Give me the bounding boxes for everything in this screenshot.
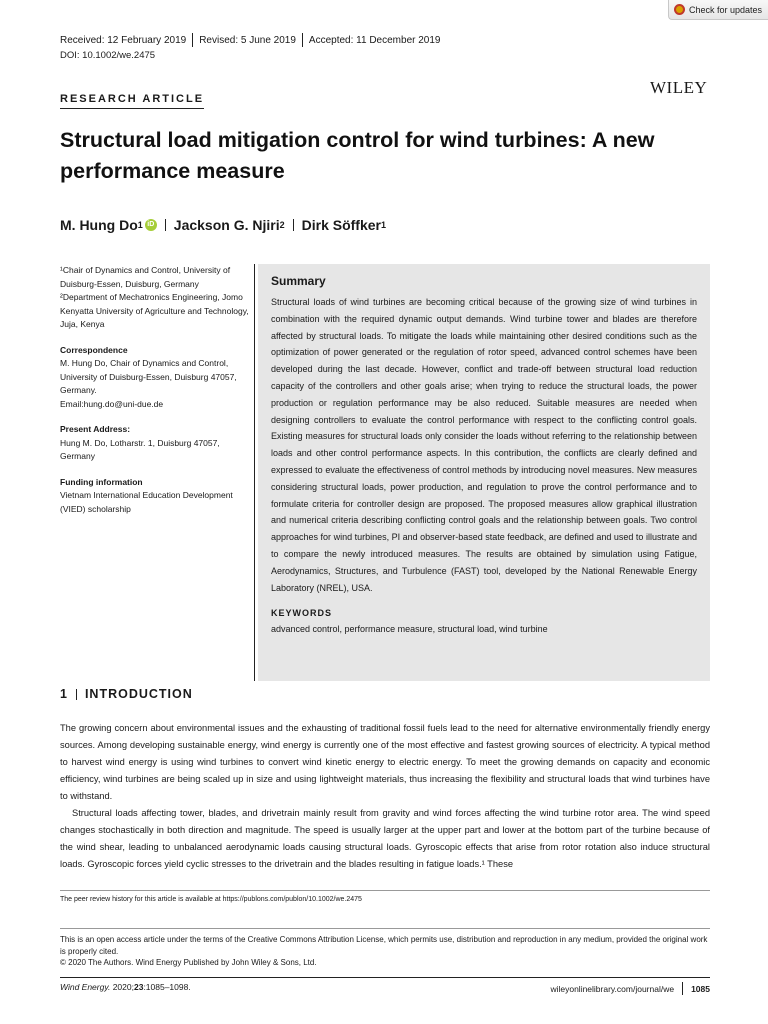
column-divider [254,264,255,681]
footer-right [550,982,710,995]
divider [293,219,294,231]
affiliations [60,264,250,332]
license-note [60,934,710,969]
abstract-text: Structural loads of wind turbines are becoming critical because of the growing size of wind turbines in combination with the required dynamic output demands. Wind turbine tower and blades are therefore affected by structural loads. To mitigate the loads while maintaining other desired conditions such as the optimization of power generated or the regulation of rotor speed, advanced control schemes have been developed during the last decade. However, conflict and trade-off between structural load reduction capacity of the controllers and other goals arise; when trying to reduce the structural loads, the power production or regulation performance may be also reduced. Suitable measures are needed when designing controllers to evaluate the control performance with respect to the conflicting control goals. Existing measures for structural loads only consider the loads without referring to the relationship between loads and other control performance aspects. In this contribution, the conflicts are clearly defined and expressed to evaluate the effectiveness of control methods by introducing novel measures. New measures considering structural loads, power production, and regulation to prove the control performance and to formulate criteria for controller design are proposed. The proposed measures allow graphical illustration and numerical criteria describing conflicting control goals and the relationship between goals. Two control approaches for wind turbines, PI and observer-based state feedback, are defined and used to illustrate and to compare the newly introduced measures. The results are obtained by simulation using Fatigue, Aerodynamics, Structures, and Turbulence (FAST) tool, developed by the National Renewable Energy Laboratory (NREL), USA. [271,297,697,593]
footer-rule [60,977,710,978]
affiliation: ¹Chair of Dynamics and Control, University of Duisburg-Essen, Duisburg, Germany [60,265,231,289]
article-type: RESEARCH ARTICLE [60,93,204,109]
correspondence-text: M. Hung Do, Chair of Dynamics and Control, University of Duisburg-Essen, Duisburg 47057, Germany. [60,358,237,395]
journal-url[interactable]: wileyonlinelibrary.com/journal/we [550,983,675,994]
present-address-heading: Present Address: [60,424,131,434]
divider [76,689,77,700]
author-info-column [60,264,250,528]
author-name: M. Hung Do [60,217,138,233]
footnote-rule [60,890,710,891]
copyright-text: © 2020 The Authors. Wind Energy Published by John Wiley & Sons, Ltd. [60,958,317,967]
funding-text: Vietnam International Education Development (VIED) scholarship [60,490,233,514]
page-number: 1085 [691,983,710,994]
citation-volume: 23 [133,982,144,992]
funding [60,476,250,517]
peer-review-note: The peer review history for this article is available at https://publons.com/publon/10.1002/we.2475 [60,896,362,903]
paper-title: Structural load mitigation control for wind turbines: A new performance measure [60,128,655,183]
paragraph: The growing concern about environmental issues and the exhausting of traditional fossil fuels lead to the need for alternative environmentally friendly energy sources. Among developing sustainable energy, wind energy is currently one of the most effective and fastest growing sources of electricity. A typical method to harvest wind energy is using wind turbines to convert wind kinetic energy to electric energy. To meet the growing demands on capacity and economic efficiency, wind turbines are being scaled up in size and using lightweight materials, thus increasing the flexibility and structural loads that wind turbines have to withstand. [60,723,710,801]
check-for-updates-label: Check for updates [689,4,763,15]
correspondence-heading: Correspondence [60,344,128,355]
present-address-text: Hung M. Do, Lotharstr. 1, Duisburg 47057, Germany [60,437,220,461]
keywords: advanced control, performance measure, structural load, wind turbine [271,624,548,635]
paragraph: Structural loads affecting tower, blades, and drivetrain mainly result from gravity and wind forces affecting the wind turbine rotor area. The wind speed changes stochastically in both direction and magnitude. The speed is usually larger at the upper part and lower at the bottom part of the turbine because of the wind shear, leading to unbalanced aerodynamic loads causing structural loads. Gyroscopic effects that arise from rotor rotation also induce structural loads. Gyroscopic forces yield cyclic stresses to the drivetrain and the blades resulting in fatigue loads.¹ These [60,808,710,869]
revised-date: Revised: 5 June 2019 [199,34,296,46]
article-dates [60,33,440,47]
footnote-rule [60,928,710,929]
received-date: Received: 12 February 2019 [60,34,187,46]
abstract-heading: Summary [271,274,326,288]
affiliation: ²Department of Mechatronics Engineering, Jomo Kenyatta University of Agriculture and Technology, Juja, Kenya [60,292,249,329]
author-affiliation-mark: 1 [380,220,386,230]
journal-citation [60,982,191,992]
author-affiliation-mark: 1 [137,220,143,230]
divider [192,33,193,47]
introduction-body [60,720,710,873]
doi: DOI: 10.1002/we.2475 [60,50,156,61]
keywords-heading: KEYWORDS [271,608,333,619]
orcid-icon[interactable]: iD [145,219,157,231]
author-list [60,217,386,233]
publisher-logo: WILEY [650,78,708,97]
update-icon [674,4,685,15]
divider [302,33,303,47]
abstract-box [258,264,710,681]
author-affiliation-mark: 2 [279,220,285,230]
citation-pages: :1085–1098. [143,982,191,992]
author-name: Jackson G. Njiri [173,217,280,233]
correspondence-email[interactable]: Email:hung.do@uni-due.de [60,398,164,409]
correspondence [60,344,250,412]
author-name: Dirk Söffker [301,217,381,233]
check-for-updates-button[interactable] [668,0,768,20]
accepted-date: Accepted: 11 December 2019 [308,34,441,46]
citation-year: 2020; [110,982,134,992]
section-title: INTRODUCTION [84,687,193,701]
present-address [60,423,250,464]
divider [165,219,166,231]
section-heading [60,687,193,701]
open-access-text: This is an open access article under the terms of the Creative Commons Attribution License, which permits use, distribution and reproduction in any medium, provided the original work is properly cited. [60,935,708,956]
section-number: 1 [60,687,68,701]
journal-name: Wind Energy. [60,982,111,992]
funding-heading: Funding information [60,476,143,487]
divider [682,982,683,995]
